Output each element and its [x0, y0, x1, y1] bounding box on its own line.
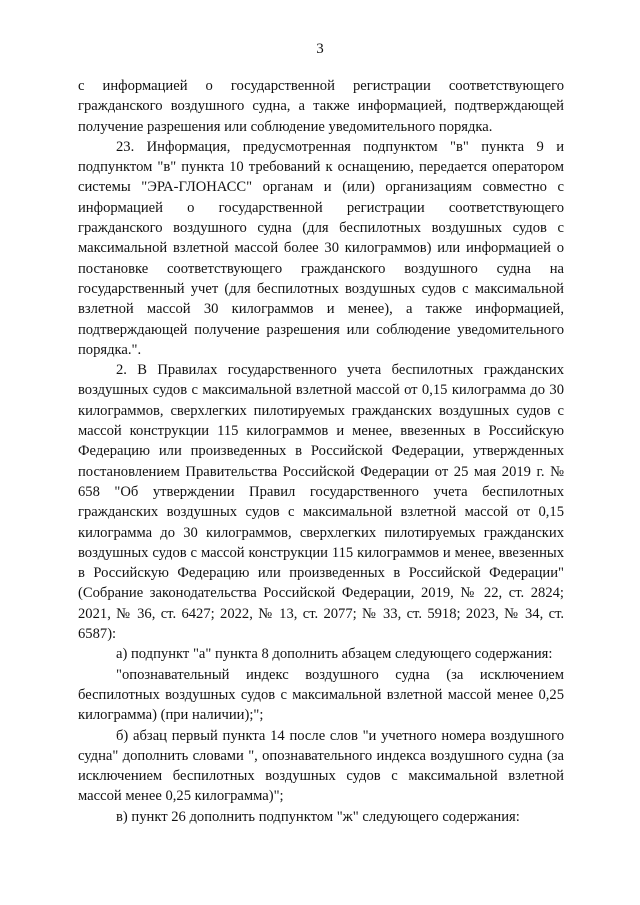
paragraph: б) абзац первый пункта 14 после слов "и учетного номера воздушного судна" дополнить словами ", опознавательного индекса воздушного судна (за исключением беспилотных воздушных судов с максимальной взлетной массой менее 0,25 килограмма)";	[78, 727, 564, 805]
paragraph: 2. В Правилах государственного учета беспилотных гражданских воздушных судов с максимальной взлетной массой от 0,15 килограмма до 30 килограммов, сверхлегких пилотируемых гражданских воздушных судов с массой конструкции 115 килограммов и менее, ввезенных в Российскую Федерацию или произведенных в Российской Федерации, утвержденных постановлением Правительства Российской Федерации от 25 мая 2019 г. № 658 "Об утверждении Правил государственного учета беспилотных гражданских воздушных судов с максимальной взлетной массой от 0,15 килограмма до 30 килограммов, сверхлегких пилотируемых гражданских воздушных судов с массой конструкции 115 килограммов и менее, ввезенных в Российскую Федерацию или произведенных в Российской Федерации" (Собрание законодательства Российской Федерации, 2019, № 22, ст. 2824; 2021, № 36, ст. 6427; 2022, № 13, ст. 2077; № 33, ст. 5918; 2023, № 34, ст. 6587):	[78, 362, 564, 643]
paragraph: 23. Информация, предусмотренная подпунктом "в" пункта 9 и подпунктом "в" пункта 10 требований к оснащению, передается оператором системы "ЭРА-ГЛОНАСС" органам и (или) организациям совместно с информацией о государственной регистрации соответствующего гражданского воздушного судна (для беспилотных воздушных судов с максимальной взлетной массой более 30 килограммов) или информацией о постановке соответствующего гражданского воздушного судна на государственный учет (для беспилотных воздушных судов с максимальной взлетной массой 30 килограммов и менее), а также информацией, подтверждающей получение разрешения или соблюдение уведомительного порядка.".	[78, 138, 564, 358]
paragraph: с информацией о государственной регистрации соответствующего гражданского воздушного судна, а также информацией, подтверждающей получение разрешения или соблюдение уведомительного порядка.	[78, 78, 564, 135]
paragraph: а) подпункт "а" пункта 8 дополнить абзацем следующего содержания:	[116, 646, 553, 663]
page-number: 3	[316, 41, 324, 57]
paragraph: в) пункт 26 дополнить подпунктом "ж" следующего содержания:	[116, 808, 520, 825]
paragraph: "опознавательный индекс воздушного судна (за исключением беспилотных воздушных судов с максимальной взлетной массой менее 0,25 килограмма) (при наличии);";	[78, 666, 564, 724]
document-body	[78, 76, 564, 827]
